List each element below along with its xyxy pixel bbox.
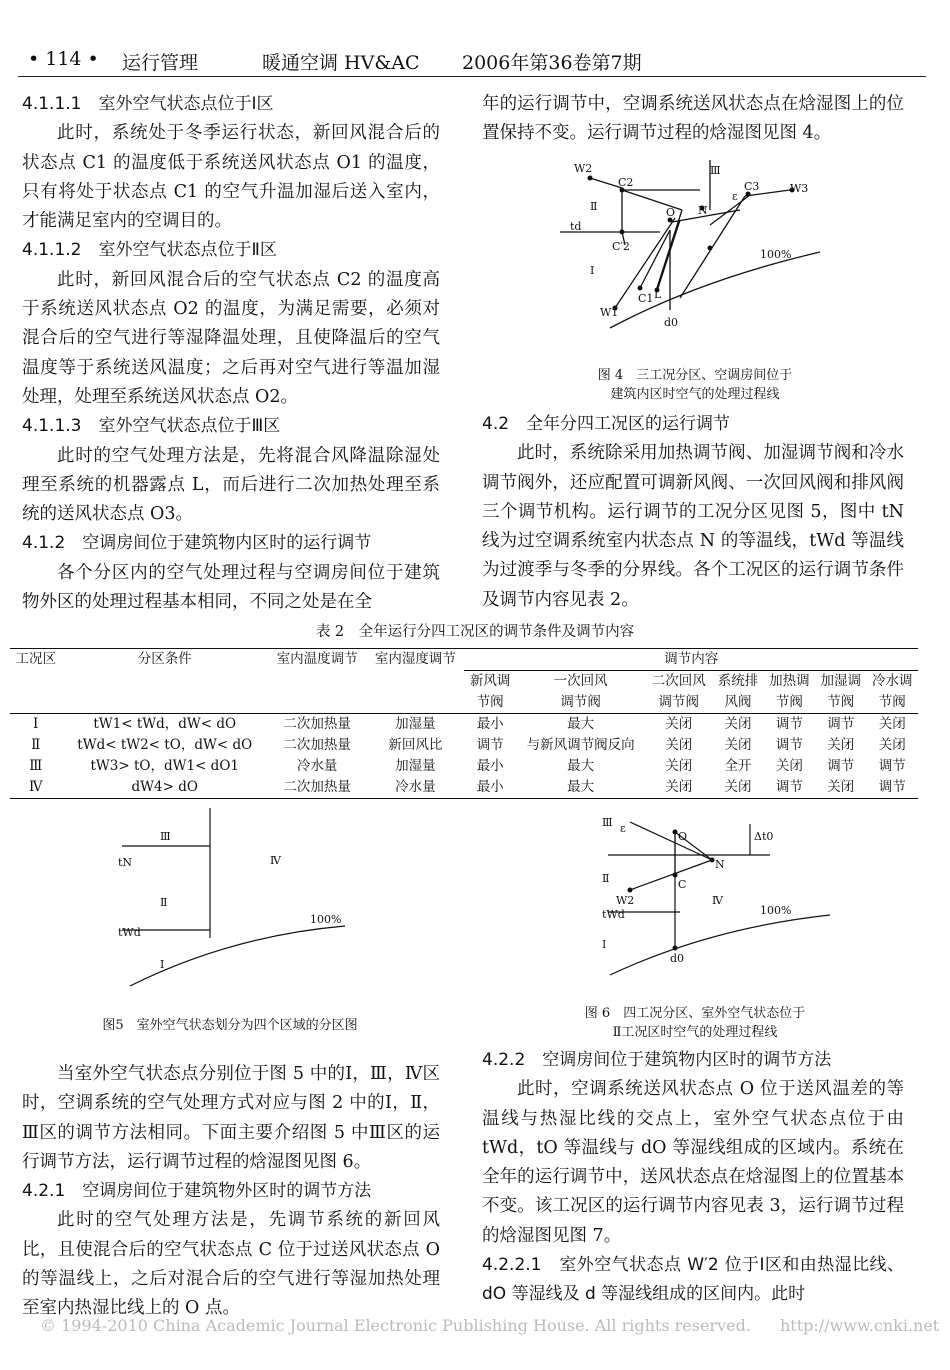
figure-5 [110, 808, 370, 988]
table-cell: 最小 [476, 758, 504, 774]
copyright-footer [40, 1316, 940, 1335]
subheader-cell: 节阀 [878, 694, 906, 710]
empty-cell [61, 671, 268, 693]
table-cell: 加湿量 [395, 758, 436, 774]
header-cell: 室内湿度调节 [374, 651, 456, 668]
left-column-bottom [22, 1060, 440, 1324]
right-column-top [482, 90, 904, 149]
table-cell: 冷水量 [296, 758, 338, 774]
paragraph: 此时，新回风混合后的空气状态点 C2 的温度高于系统送风状态点 O2 的温度，为满足需要，必须对混合后的空气进行等湿降温处理，且使降温后的空气温度等于系统送风温度；之后再对空气进行等温加湿处理，处理至系统送风状态点 O2。 [22, 269, 440, 407]
table-cell: tW1< tWd，dW< dO [93, 716, 237, 732]
fig5-label-tn: tN [118, 856, 133, 869]
subheader-cell: 风阀 [724, 694, 752, 710]
fig4-label-w1: W1 [600, 306, 619, 319]
table-2 [10, 648, 918, 799]
fig6-label-zone3: Ⅲ [602, 816, 613, 829]
table-cell: 关闭 [878, 716, 906, 732]
table-cell: 关闭 [878, 737, 906, 753]
subheader-cell: 调节阀 [658, 694, 700, 710]
table-cell: 关闭 [665, 758, 693, 774]
section-name: 运行管理 [122, 52, 199, 74]
fig6-label-w2: W2 [616, 894, 635, 907]
table-cell: 调节 [476, 737, 504, 753]
table-cell: dW4> dO [131, 779, 198, 795]
table-cell: tW3> tO，dW1< dO1 [90, 758, 239, 774]
subheader-cell: 二次回风 [651, 673, 706, 689]
fig4-label-td: td [570, 220, 582, 233]
table-subheader-row [10, 671, 918, 693]
table-cell: 二次加热量 [283, 737, 351, 753]
section-heading: 4.1.2 空调房间位于建筑物内区时的运行调节 [22, 533, 372, 554]
table-cell: 关闭 [665, 779, 693, 795]
empty-cell [10, 692, 61, 714]
fig4-label-c2p: C′2 [612, 240, 630, 253]
empty-cell [366, 692, 464, 714]
table-cell: 新回风比 [388, 737, 443, 753]
table-cell: 关闭 [724, 779, 752, 795]
table-cell: Ⅲ [29, 758, 43, 774]
subheader-cell: 一次回风 [553, 673, 608, 689]
fig6-label-rh: 100% [760, 904, 792, 917]
fig5-label-zone2: Ⅱ [160, 896, 168, 909]
section-heading: 4.1.1.2 室外空气状态点位于Ⅱ区 [22, 240, 277, 261]
fig4-label-d0: d0 [664, 316, 679, 329]
table-cell: 调节 [775, 779, 803, 795]
fig6-label-zone2: Ⅱ [602, 872, 610, 885]
table-cell: Ⅰ [33, 716, 39, 732]
left-column-top [22, 90, 440, 617]
paragraph: 当室外空气状态点分别位于图 5 中的Ⅰ，Ⅲ，Ⅳ区时，空调系统的空气处理方式对应与图 2 中的Ⅰ，Ⅱ，Ⅲ区的调节方法相同。下面主要介绍图 5 中Ⅲ区的运行调节方法，运行调节过程的焓湿图见图 6。 [22, 1064, 440, 1172]
table-row [10, 714, 918, 736]
table-cell: 关闭 [724, 737, 752, 753]
header-cell: 分区条件 [137, 651, 192, 668]
table-cell: 关闭 [665, 716, 693, 732]
right-column-bottom [482, 1046, 904, 1310]
table-cell: 最大 [567, 758, 595, 774]
fig4-label-c2: C2 [618, 176, 634, 189]
empty-cell [268, 671, 366, 693]
cnki-url[interactable]: http://www.cnki.net [780, 1316, 940, 1335]
paragraph: 此时，系统处于冬季运行状态，新回风混合后的状态点 C1 的温度低于系统送风状态点 O1 的温度，只有将处于状态点 C1 的空气升温加湿后送入室内，才能满足室内的空调目的。 [22, 123, 440, 232]
fig4-label-c3: C3 [744, 180, 760, 193]
empty-cell [268, 692, 366, 714]
subheader-cell: 调节阀 [560, 694, 601, 710]
empty-cell [61, 692, 268, 714]
table-cell: 最大 [567, 716, 595, 732]
paragraph: 此时的空气处理方法是，先调节系统的新回风比，且使混合后的空气状态点 C 位于过送风状态点 O 的等温线上，之后对混合后的空气进行等湿加热处理至室内热湿比线上的 O 点。 [22, 1210, 440, 1319]
fig5-label-zone1: Ⅰ [160, 958, 165, 971]
subheader-cell: 新风调 [469, 673, 511, 689]
fig4-label-eps: ε [732, 190, 738, 203]
paragraph: 此时，空调系统送风状态点 O 位于送风温差的等温线与热湿比线的交点上，室外空气状态点位于由 tWd，tO 等温线与 dO 等湿线组成的区域内。系统在全年的运行调节中，送风状态点在焓湿图上的位置基本不变。该工况区的运行调节内容见表 3，运行调节过程的焓湿图见图 7。 [482, 1079, 904, 1246]
running-header [22, 44, 922, 78]
table-cell: 关闭 [724, 716, 752, 732]
fig4-label-zone2: Ⅱ [590, 200, 598, 213]
table-cell: 关闭 [827, 779, 855, 795]
table-cell: 关闭 [827, 737, 855, 753]
fig4-label-w3: W3 [790, 182, 809, 195]
fig4-label-zone3: Ⅲ [710, 164, 721, 177]
fig6-label-n: N [715, 858, 725, 871]
subheader-cell: 加热调 [769, 673, 810, 689]
paragraph: 各个分区内的空气处理过程与空调房间位于建筑物外区的处理过程基本相同，不同之处是在全 [22, 562, 440, 613]
section-heading: 4.2.2.1 室外空气状态点 W′2 位于Ⅰ区和由热湿比线、dO 等湿线及 d 等湿线组成的区间内。此时 [482, 1255, 904, 1305]
fig4-label-o: O [666, 206, 676, 219]
header-cell: 调节内容 [464, 649, 918, 671]
paragraph: 此时的空气处理方法是，先将混合风降温除湿处理至系统的机器露点 L，而后进行二次加热处理至系统的送风状态点 O3。 [22, 445, 440, 525]
table-header-row [10, 649, 918, 671]
fig4-label-w2: W2 [574, 162, 593, 175]
table-cell: 冷水量 [395, 779, 436, 795]
table-row [10, 777, 918, 799]
section-heading: 4.1.1.1 室外空气状态点位于Ⅰ区 [22, 94, 274, 114]
fig4-label-rh: 100% [760, 248, 792, 261]
table-cell: 与新风调节阀反向 [526, 737, 635, 753]
table-cell: 最小 [476, 779, 504, 795]
fig5-label-zone4: Ⅳ [270, 854, 281, 867]
page-number: • 114 • [28, 48, 99, 70]
table-cell: 关闭 [775, 758, 803, 774]
table-cell: 调节 [775, 716, 803, 732]
fig6-label-eps: ε [620, 822, 626, 835]
copyright-text: © 1994-2010 China Academic Journal Electronic Publishing House. All rights reserved. [40, 1316, 751, 1335]
figure-4 [560, 150, 860, 330]
fig4-label-c1: C1 [638, 292, 654, 305]
table-row [10, 735, 918, 756]
table-cell: Ⅳ [28, 779, 43, 795]
header-rule [18, 76, 926, 77]
section-heading: 4.2.1 空调房间位于建筑物外区时的调节方法 [22, 1181, 372, 1202]
header-cell: 室内温度调节 [276, 651, 358, 668]
table-cell: 二次加热量 [283, 779, 351, 795]
fig5-label-twd: tWd [118, 926, 141, 939]
figure-6 [600, 810, 850, 980]
table-cell: Ⅱ [31, 737, 41, 753]
table-cell: 二次加热量 [283, 716, 351, 732]
figure-6-caption: 图 6 四工况分区、室外空气状态位于 Ⅱ工况区时空气的处理过程线 [584, 1006, 806, 1040]
table-cell: 调节 [827, 716, 855, 732]
journal-name: 暖通空调 HV&AC [262, 52, 420, 74]
table-cell: 调节 [827, 758, 855, 774]
fig5-label-zone3: Ⅲ [160, 830, 171, 843]
table-cell: 最大 [567, 779, 595, 795]
fig6-label-o: O [678, 830, 688, 843]
table-cell: 全开 [724, 758, 752, 774]
table-cell: 调节 [878, 779, 906, 795]
table-row [10, 756, 918, 777]
fig6-label-dt: Δt0 [754, 830, 774, 843]
paragraph: 年的运行调节中，空调系统送风状态点在焓湿图上的位置保持不变。运行调节过程的焓湿图见图 4。 [482, 94, 904, 144]
subheader-cell: 节阀 [476, 694, 504, 710]
table-cell: 调节 [775, 737, 803, 753]
table-2-caption: 表 2 全年运行分四工况区的调节条件及调节内容 [315, 624, 635, 640]
paragraph: 此时，系统除采用加热调节阀、加湿调节阀和冷水调节阀外，还应配置可调新风阀、一次回风阀和排风阀三个调节机构。运行调节的工况分区见图 5，图中 tN 线为过空调系统室内状态点 N 的等温线，tWd 等温线为过渡季与冬季的分界线。各个工况区的运行调节条件及调节内容见表 2。 [482, 443, 904, 610]
fig6-label-twd: tWd [602, 908, 625, 921]
table-cell: 加湿量 [395, 716, 436, 732]
table-cell: tWd< tW2< tO，dW< dO [77, 737, 253, 753]
section-heading: 4.1.1.3 室外空气状态点位于Ⅲ区 [22, 416, 281, 437]
section-heading: 4.2 全年分四工况区的运行调节 [482, 414, 731, 434]
section-heading: 4.2.2 空调房间位于建筑物内区时的调节方法 [482, 1050, 832, 1070]
empty-cell [366, 671, 464, 693]
fig4-label-n: N [698, 204, 708, 217]
fig6-label-zone4: Ⅳ [712, 894, 723, 907]
fig4-label-l: L [654, 288, 662, 301]
right-column-middle [482, 410, 904, 615]
figure-5-caption: 图5 室外空气状态划分为四个区域的分区图 [102, 1018, 358, 1033]
table-cell: 关闭 [665, 737, 693, 753]
subheader-cell: 冷水调 [872, 673, 913, 689]
fig6-label-d0: d0 [670, 952, 685, 965]
fig5-label-rh: 100% [310, 913, 342, 926]
table-subheader-row [10, 692, 918, 714]
fig6-label-c: C [678, 878, 687, 891]
fig6-label-zone1: Ⅰ [602, 938, 607, 951]
subheader-cell: 加湿调 [820, 673, 862, 689]
subheader-cell: 系统排 [717, 673, 759, 689]
subheader-cell: 节阀 [827, 694, 855, 710]
figure-4-caption: 图 4 三工况分区、空调房间位于 建筑内区时空气的处理过程线 [597, 368, 793, 402]
fig4-label-zone1: Ⅰ [590, 264, 595, 277]
table-cell: 最小 [476, 716, 504, 732]
table-cell: 调节 [878, 758, 906, 774]
header-cell: 工况区 [15, 651, 56, 668]
subheader-cell: 节阀 [775, 694, 803, 710]
journal-issue: 2006年第36卷第7期 [462, 52, 642, 74]
empty-cell [10, 671, 61, 693]
